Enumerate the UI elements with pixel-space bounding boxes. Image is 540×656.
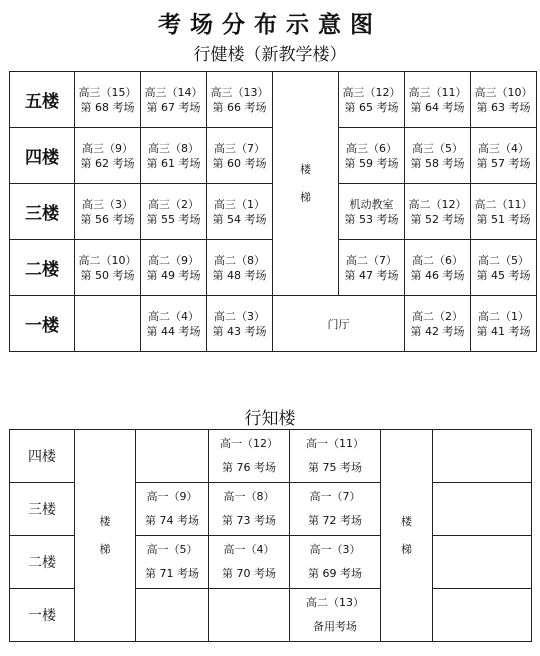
- floor-label: 四楼: [10, 430, 75, 483]
- exam-room: 高一（12） 第 76 考场: [209, 430, 290, 483]
- exam-room: 高一（4） 第 70 考场: [209, 536, 290, 589]
- empty-room: [433, 483, 532, 536]
- empty-room: [75, 296, 141, 352]
- exam-room: 高一（9） 第 74 考场: [136, 483, 209, 536]
- exam-room: 高二（10） 第 50 考场: [75, 240, 141, 296]
- floor-row-5: [10, 72, 537, 128]
- stairwell: 楼 梯: [273, 72, 339, 296]
- exam-room: 高二（12） 第 52 考场: [405, 184, 471, 240]
- xingjian-floor-table: [9, 71, 537, 352]
- exam-room: 高三（10） 第 63 考场: [471, 72, 537, 128]
- exam-room: 高二（3） 第 43 考场: [207, 296, 273, 352]
- xingzhi-floor-table: [9, 429, 532, 642]
- floor-label: 三楼: [10, 483, 75, 536]
- floor-label: 一楼: [10, 296, 75, 352]
- exam-room: 高二（9） 第 49 考场: [141, 240, 207, 296]
- exam-room: 高二（6） 第 46 考场: [405, 240, 471, 296]
- floor-label: 一楼: [10, 589, 75, 642]
- exam-room: 高二（1） 第 41 考场: [471, 296, 537, 352]
- exam-room: 高三（3） 第 56 考场: [75, 184, 141, 240]
- exam-room: 高一（11） 第 75 考场: [290, 430, 381, 483]
- exam-room: 高二（4） 第 44 考场: [141, 296, 207, 352]
- entrance-hall: 门厅: [273, 296, 405, 352]
- exam-room: 高三（2） 第 55 考场: [141, 184, 207, 240]
- exam-room: 高三（5） 第 58 考场: [405, 128, 471, 184]
- exam-room: 高一（8） 第 73 考场: [209, 483, 290, 536]
- empty-room: [136, 589, 209, 642]
- exam-room: 高三（8） 第 61 考场: [141, 128, 207, 184]
- floor-label: 五楼: [10, 72, 75, 128]
- building-title-xingzhi: 行知楼: [244, 409, 296, 429]
- exam-room: 高二（7） 第 47 考场: [339, 240, 405, 296]
- empty-room: [136, 430, 209, 483]
- floor-label: 四楼: [10, 128, 75, 184]
- empty-room: [209, 589, 290, 642]
- exam-room: 高三（9） 第 62 考场: [75, 128, 141, 184]
- exam-room: 机动教室 第 53 考场: [339, 184, 405, 240]
- exam-room: 高三（11） 第 64 考场: [405, 72, 471, 128]
- building-title-xingjian: 行健楼（新教学楼）: [193, 45, 347, 65]
- exam-room: 高一（7） 第 72 考场: [290, 483, 381, 536]
- exam-room: 高二（5） 第 45 考场: [471, 240, 537, 296]
- empty-room: [433, 536, 532, 589]
- exam-room: 高三（15） 第 68 考场: [75, 72, 141, 128]
- exam-room: 高一（5） 第 71 考场: [136, 536, 209, 589]
- floor-label: 二楼: [10, 536, 75, 589]
- exam-room: 高三（12） 第 65 考场: [339, 72, 405, 128]
- exam-room: 高二（13） 备用考场: [290, 589, 381, 642]
- floor-label: 三楼: [10, 184, 75, 240]
- stairwell-right: 楼 梯: [381, 430, 433, 642]
- exam-room: 高三（7） 第 60 考场: [207, 128, 273, 184]
- exam-room: 高三（4） 第 57 考场: [471, 128, 537, 184]
- exam-room: 高二（11） 第 51 考场: [471, 184, 537, 240]
- exam-room: 高一（3） 第 69 考场: [290, 536, 381, 589]
- floor-row-4: [10, 430, 532, 483]
- empty-room: [433, 589, 532, 642]
- floor-row-1: [10, 296, 537, 352]
- exam-room: 高二（8） 第 48 考场: [207, 240, 273, 296]
- exam-room: 高三（13） 第 66 考场: [207, 72, 273, 128]
- page-title: 考场分布示意图: [158, 12, 382, 38]
- exam-room: 高三（14） 第 67 考场: [141, 72, 207, 128]
- stairwell-left: 楼 梯: [75, 430, 136, 642]
- empty-room: [433, 430, 532, 483]
- exam-room: 高三（1） 第 54 考场: [207, 184, 273, 240]
- exam-room: 高二（2） 第 42 考场: [405, 296, 471, 352]
- floor-label: 二楼: [10, 240, 75, 296]
- exam-room: 高三（6） 第 59 考场: [339, 128, 405, 184]
